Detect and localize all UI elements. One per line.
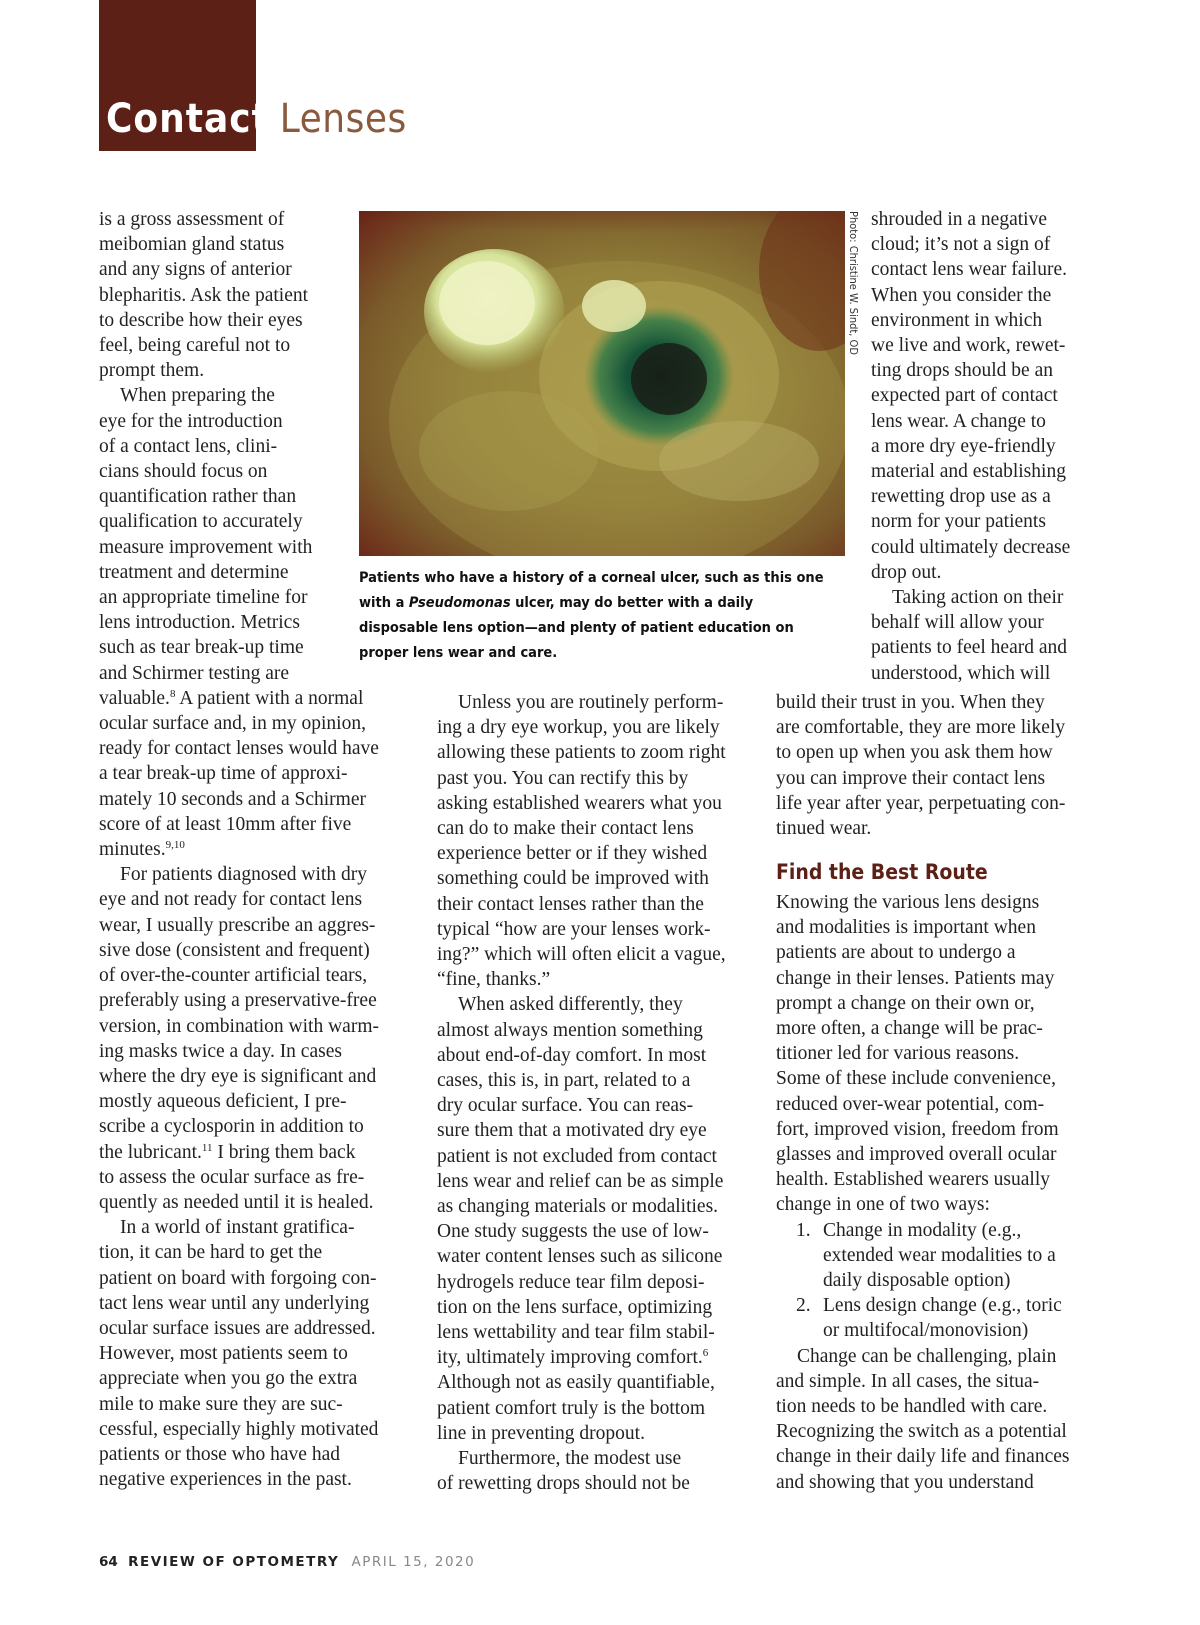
text-line: daily disposable option) xyxy=(823,1270,1011,1292)
text-line: cians should focus on xyxy=(99,461,268,483)
text-line: experience better or if they wished xyxy=(437,843,708,865)
text-line: lens introduction. Metrics xyxy=(99,612,300,634)
text-segment: valuable. xyxy=(99,687,170,709)
text-segment: the lubricant. xyxy=(99,1141,202,1163)
text-line: titioner led for various reasons. xyxy=(776,1043,1020,1065)
text-line: something could be improved with xyxy=(437,868,709,890)
text-line: quently as needed until it is healed. xyxy=(99,1191,374,1213)
text-line: life year after year, perpetuating con- xyxy=(776,792,1066,814)
text-line: tact lens wear until any underlying xyxy=(99,1292,370,1314)
paragraph xyxy=(437,992,757,1446)
text-line: dry ocular surface. You can reas- xyxy=(437,1095,694,1117)
text-line: score of at least 10mm after five xyxy=(99,813,352,835)
text-line: extended wear modalities to a xyxy=(823,1244,1056,1266)
text-line xyxy=(99,1140,417,1165)
text-line: almost always mention something xyxy=(437,1019,703,1041)
reference-superscript: 11 xyxy=(201,1141,213,1154)
text-line: lens wettability and tear film stabil- xyxy=(437,1322,715,1344)
text-line: version, in combination with warm- xyxy=(99,1015,379,1037)
text-line: measure improvement with xyxy=(99,536,313,558)
text-line: However, most patients seem to xyxy=(99,1343,348,1365)
text-line: about end-of-day comfort. In most xyxy=(437,1044,707,1066)
text-line: quantification rather than xyxy=(99,486,297,508)
text-line: environment in which xyxy=(871,309,1043,331)
text-line: could ultimately decrease xyxy=(871,536,1071,558)
text-line: When you consider the xyxy=(871,284,1052,306)
text-line: more often, a change will be prac- xyxy=(776,1018,1043,1040)
list-number: 1. xyxy=(796,1219,811,1241)
text-segment: minutes. xyxy=(99,839,166,861)
text-line: we live and work, rewet- xyxy=(871,335,1066,357)
text-line: a tear break-up time of approxi- xyxy=(99,763,348,785)
text-line: of over-the-counter artificial tears, xyxy=(99,965,368,987)
text-line: “fine, thanks.” xyxy=(437,969,551,991)
text-line: to describe how their eyes xyxy=(99,309,303,331)
text-line: you can improve their contact lens xyxy=(776,767,1046,789)
text-line: of a contact lens, clini- xyxy=(99,435,278,457)
text-line: One study suggests the use of low- xyxy=(437,1221,709,1243)
text-line: rewetting drop use as a xyxy=(871,486,1051,508)
caption-italic: Pseudomonas xyxy=(408,595,511,611)
paragraph xyxy=(99,1215,417,1492)
paragraph xyxy=(871,585,1101,686)
text-line: and any signs of anterior xyxy=(99,259,292,281)
text-line: negative experiences in the past. xyxy=(99,1469,352,1491)
text-line: Lens design change (e.g., toric xyxy=(823,1295,1062,1317)
list-number: 2. xyxy=(796,1295,811,1317)
text-line: lens wear and relief can be as simple xyxy=(437,1170,724,1192)
text-line: allowing these patients to zoom right xyxy=(437,742,726,764)
text-line: appreciate when you go the extra xyxy=(99,1368,358,1390)
text-line: patient on board with forgoing con- xyxy=(99,1267,377,1289)
text-line: ocular surface and, in my opinion, xyxy=(99,713,366,735)
text-line: as changing materials or modalities. xyxy=(437,1196,719,1218)
text-line: tinued wear. xyxy=(776,818,872,840)
text-line: feel, being careful not to xyxy=(99,335,291,357)
text-line: In a world of instant gratifica- xyxy=(120,1217,355,1239)
text-line: sure them that a motivated dry eye xyxy=(437,1120,707,1142)
text-line: an appropriate timeline for xyxy=(99,587,308,609)
text-line: and simple. In all cases, the situa- xyxy=(776,1370,1040,1392)
text-line: scribe a cyclosporin in addition to xyxy=(99,1116,364,1138)
text-line: ing masks twice a day. In cases xyxy=(99,1040,342,1062)
page-footer xyxy=(99,1554,475,1570)
text-line: treatment and determine xyxy=(99,561,289,583)
text-line: change in their daily life and finances xyxy=(776,1446,1070,1468)
text-line: line in preventing dropout. xyxy=(437,1422,645,1444)
text-line: patient is not excluded from contact xyxy=(437,1145,717,1167)
text-line: Taking action on their xyxy=(892,587,1064,609)
text-line: water content lenses such as silicone xyxy=(437,1246,723,1268)
text-line: patients are about to undergo a xyxy=(776,942,1016,964)
text-line: glasses and improved overall ocular xyxy=(776,1144,1057,1166)
text-line: tion on the lens surface, optimizing xyxy=(437,1296,713,1318)
section-heading: Find the Best Route xyxy=(776,860,988,884)
list-item xyxy=(776,1293,1106,1343)
text-line: change in one of two ways: xyxy=(776,1194,990,1216)
text-line: Knowing the various lens designs xyxy=(776,892,1040,913)
text-line: mately 10 seconds and a Schirmer xyxy=(99,788,366,810)
text-line: When asked differently, they xyxy=(458,994,683,1016)
text-line: change in their lenses. Patients may xyxy=(776,967,1055,989)
text-line: cloud; it’s not a sign of xyxy=(871,234,1051,256)
text-line: patient comfort truly is the bottom xyxy=(437,1397,706,1419)
text-line: ready for contact lenses would have xyxy=(99,738,379,760)
magazine-name: REVIEW OF OPTOMETRY xyxy=(128,1554,340,1570)
text-line: past you. You can rectify this by xyxy=(437,767,689,789)
paragraph xyxy=(776,890,1106,1218)
text-line: patients to feel heard and xyxy=(871,637,1067,659)
paragraph xyxy=(871,207,1101,585)
text-line: build their trust in you. When they xyxy=(776,692,1045,713)
text-line: eye for the introduction xyxy=(99,410,283,432)
text-line: cases, this is, in part, related to a xyxy=(437,1070,691,1092)
paragraph xyxy=(437,1446,757,1496)
text-line: contact lens wear failure. xyxy=(871,259,1067,281)
text-line: reduced over-wear potential, com- xyxy=(776,1093,1045,1115)
text-line: where the dry eye is significant and xyxy=(99,1065,377,1087)
text-segment: A patient with a normal xyxy=(179,687,364,709)
text-line: Change can be challenging, plain xyxy=(797,1345,1057,1367)
text-line: prompt them. xyxy=(99,360,205,382)
text-line: hydrogels reduce tear film deposi- xyxy=(437,1271,705,1293)
text-line: ing?” which will often elicit a vague, xyxy=(437,944,726,966)
text-line: understood, which will xyxy=(871,662,1051,684)
text-line: patients or those who have had xyxy=(99,1443,340,1465)
text-line: fort, improved vision, freedom from xyxy=(776,1118,1059,1140)
column-3-top xyxy=(871,207,1101,686)
text-line: are comfortable, they are more likely xyxy=(776,717,1066,739)
text-line: For patients diagnosed with dry xyxy=(120,864,367,886)
column-3-bottom xyxy=(776,690,1106,841)
text-line: lens wear. A change to xyxy=(871,410,1046,432)
text-line: such as tear break-up time xyxy=(99,637,304,659)
text-line: prompt a change on their own or, xyxy=(776,992,1035,1014)
text-segment: ity, ultimately improving comfort. xyxy=(437,1347,703,1369)
text-line: Furthermore, the modest use xyxy=(458,1448,682,1470)
text-line: material and establishing xyxy=(871,461,1066,483)
column-2 xyxy=(437,690,757,1497)
text-line: blepharitis. Ask the patient xyxy=(99,284,309,306)
reference-superscript: 9,10 xyxy=(165,839,185,852)
page-number: 64 xyxy=(99,1554,118,1570)
text-line: eye and not ready for contact lens xyxy=(99,889,363,911)
caption-text: Patients who have a history of a corneal ulcer, such as this one with a xyxy=(359,570,824,611)
issue-date: APRIL 15, 2020 xyxy=(351,1554,476,1570)
text-line: a more dry eye-friendly xyxy=(871,435,1056,457)
corneal-ulcer-photo xyxy=(359,211,845,556)
text-line: and modalities is important when xyxy=(776,917,1036,939)
text-line: or multifocal/monovision) xyxy=(823,1320,1029,1342)
text-line: preferably using a preservative-free xyxy=(99,990,377,1012)
photo-caption xyxy=(359,566,829,666)
text-line: meibomian gland status xyxy=(99,234,285,256)
text-line: qualification to accurately xyxy=(99,511,303,533)
text-line: behalf will allow your xyxy=(871,612,1044,634)
text-line: shrouded in a negative xyxy=(871,209,1047,230)
text-line: asking established wearers what you xyxy=(437,792,722,814)
text-line: expected part of contact xyxy=(871,385,1058,407)
text-line: to assess the ocular surface as fre- xyxy=(99,1166,365,1188)
text-line: and showing that you understand xyxy=(776,1471,1034,1493)
text-line: wear, I usually prescribe an aggres- xyxy=(99,914,376,936)
section-title xyxy=(106,96,407,148)
paragraph xyxy=(437,690,757,992)
paragraph xyxy=(99,862,417,1215)
numbered-list xyxy=(776,1218,1106,1344)
reference-superscript: 8 xyxy=(169,687,176,700)
reference-superscript: 6 xyxy=(702,1347,709,1360)
section-title-bold: Contact xyxy=(106,96,270,142)
text-line xyxy=(99,686,417,711)
text-line: tion needs to be handled with care. xyxy=(776,1396,1048,1418)
text-line xyxy=(99,837,417,862)
paragraph xyxy=(776,690,1106,841)
text-line: typical “how are your lenses work- xyxy=(437,918,711,940)
text-line: is a gross assessment of xyxy=(99,209,285,230)
text-line: Change in modality (e.g., xyxy=(823,1219,1022,1241)
text-line: mile to make sure they are suc- xyxy=(99,1393,343,1415)
text-line: Although not as easily quantifiable, xyxy=(437,1372,715,1394)
text-line: ocular surface issues are addressed. xyxy=(99,1317,376,1339)
text-line: ting drops should be an xyxy=(871,360,1053,382)
text-line: their contact lenses rather than the xyxy=(437,893,704,915)
text-line: norm for your patients xyxy=(871,511,1046,533)
paragraph xyxy=(776,1344,1106,1495)
text-line: sive dose (consistent and frequent) xyxy=(99,939,370,961)
photo-credit xyxy=(845,211,863,355)
text-line: Recognizing the switch as a potential xyxy=(776,1421,1067,1443)
text-line: mostly aqueous deficient, I pre- xyxy=(99,1091,347,1113)
list-item xyxy=(776,1218,1106,1294)
text-line: can do to make their contact lens xyxy=(437,818,694,840)
text-line: health. Established wearers usually xyxy=(776,1169,1050,1191)
text-line: of rewetting drops should not be xyxy=(437,1473,690,1495)
text-line: drop out. xyxy=(871,561,942,583)
section-title-light: Lenses xyxy=(279,96,407,142)
caption-text: ulcer, may do better with a daily disposable lens option—and plenty of patient education on proper lens wear and care. xyxy=(359,595,794,661)
text-line: and Schirmer testing are xyxy=(99,662,290,684)
text-line: Unless you are routinely perform- xyxy=(458,692,724,713)
photo-credit-text: Photo: Christine W. Sindt, OD xyxy=(847,211,860,355)
text-line: to open up when you ask them how xyxy=(776,742,1053,764)
eye-image xyxy=(359,211,845,556)
text-line: cessful, especially highly motivated xyxy=(99,1418,379,1440)
text-line: ing a dry eye workup, you are likely xyxy=(437,717,720,739)
text-line: When preparing the xyxy=(120,385,275,407)
text-segment: I bring them back xyxy=(217,1141,356,1163)
text-line xyxy=(437,1345,757,1370)
text-line: tion, it can be hard to get the xyxy=(99,1242,323,1264)
column-3-section xyxy=(776,890,1106,1495)
text-line: Some of these include convenience, xyxy=(776,1068,1056,1090)
